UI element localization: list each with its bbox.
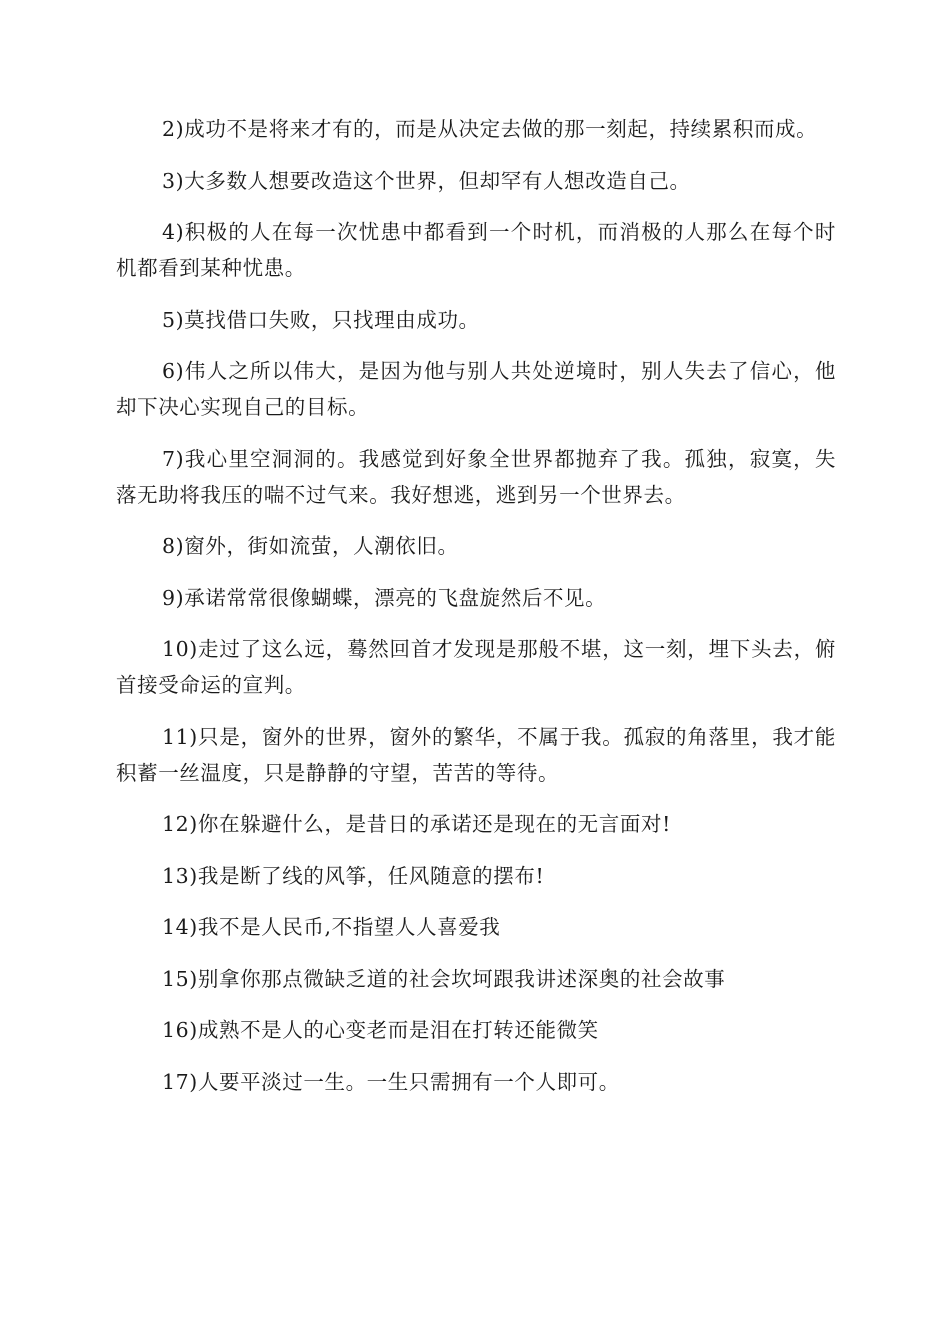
quote-paragraph-10: 10)走过了这么远，蓦然回首才发现是那般不堪，这一刻，埋下头去，俯首接受命运的宣判。 <box>116 637 836 697</box>
quote-paragraph-2: 2)成功不是将来才有的，而是从决定去做的那一刻起，持续累积而成。 <box>162 117 818 141</box>
quote-paragraph-15: 15)别拿你那点微缺乏道的社会坎坷跟我讲述深奥的社会故事 <box>162 966 726 991</box>
quote-paragraph-4: 4)积极的人在每一次忧患中都看到一个时机，而消极的人那么在每个时机都看到某种忧患。 <box>116 220 836 280</box>
quote-paragraph-5: 5)莫找借口失败，只找理由成功。 <box>162 307 480 332</box>
quote-paragraph-17: 17)人要平淡过一生。一生只需拥有一个人即可。 <box>162 1069 620 1094</box>
quote-paragraph-13: 13)我是断了线的风筝，任风随意的摆布! <box>162 863 545 888</box>
quote-paragraph-12: 12)你在躲避什么，是昔日的承诺还是现在的无言面对! <box>162 812 671 836</box>
quote-paragraph-3: 3)大多数人想要改造这个世界，但却罕有人想改造自己。 <box>162 168 691 193</box>
quote-paragraph-14: 14)我不是人民币,不指望人人喜爱我 <box>162 915 501 939</box>
quote-paragraph-7: 7)我心里空洞洞的。我感觉到好象全世界都抛弃了我。孤独，寂寞，失落无助将我压的喘不过气来。我好想逃，逃到另一个世界去。 <box>116 446 836 507</box>
quote-paragraph-16: 16)成熟不是人的心变老而是泪在打转还能微笑 <box>162 1018 599 1042</box>
quote-paragraph-11: 11)只是，窗外的世界，窗外的繁华，不属于我。孤寂的角落里，我才能积蓄一丝温度，只是静静的守望，苦苦的等待。 <box>116 724 836 785</box>
quote-paragraph-8: 8)窗外，街如流萤，人潮依旧。 <box>162 534 459 558</box>
document-body <box>116 111 836 1115</box>
quote-paragraph-9: 9)承诺常常很像蝴蝶，漂亮的飞盘旋然后不见。 <box>162 585 607 610</box>
quote-paragraph-6: 6)伟人之所以伟大，是因为他与别人共处逆境时，别人失去了信心，他却下决心实现自己的目标。 <box>116 359 836 419</box>
